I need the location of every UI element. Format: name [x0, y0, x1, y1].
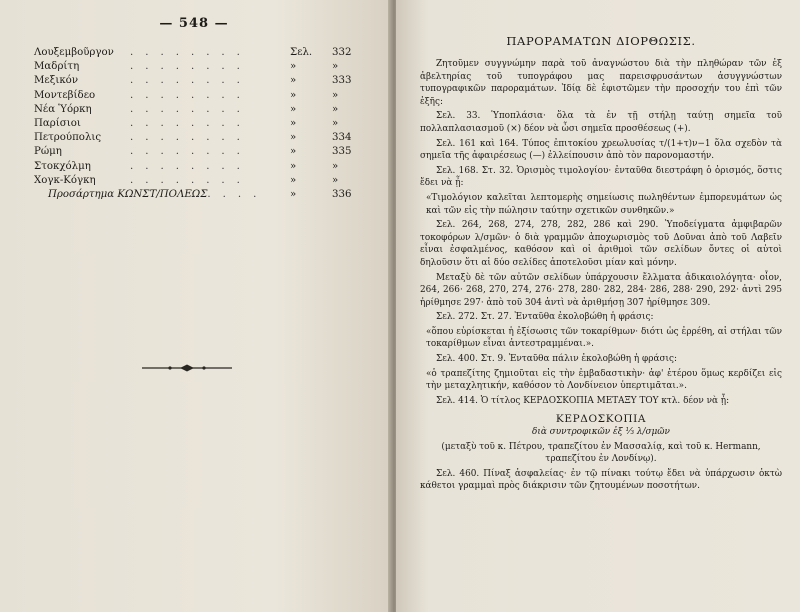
index-entry: Στοκχόλμη ........ » »	[34, 160, 339, 172]
entry-name: Μεξικόν	[34, 75, 79, 87]
appendix-city: ΚΩΝΣΤ/ΠΟΛΕΩΣ	[117, 188, 208, 200]
left-page	[0, 0, 392, 612]
entry-name: Χογκ-Κόγκη	[34, 174, 96, 186]
index-entry: Παρίσιοι ........ » »	[34, 117, 339, 129]
errata-quote: «ὅπου εὑρίσκεται ἡ ἐξίσωσις τῶν τοκαρίθμων· διότι ὡς ἐρρέθη, αἱ στήλαι τῶν τοκαρίθμων εἶναι ἀντεστραμμέναι.».	[426, 326, 782, 350]
index-entry: Χογκ-Κόγκη ........ » »	[34, 174, 339, 186]
index-list	[26, 47, 362, 203]
errata-entry: Μεταξὺ δὲ τῶν αὐτῶν σελίδων ὑπάρχουσιν ἔλλματα ἀδικαιολόγητα· οἷον, 264, 266· 268, 270, 274, 276· 278, 280· 282, 284· 286, 288· 290, 292· ἀντὶ 295 ἠρίθμησε 297· ἀπὸ τοῦ 304 ἀντὶ νὰ ἀριθμήσῃ 307 ἠρίθμησε 309.	[420, 272, 782, 308]
page-number: — 548 —	[159, 16, 229, 31]
appendix-label: Προσάρτημα	[48, 188, 115, 200]
ornament-divider	[140, 364, 234, 372]
corrected-parenthetical: (μεταξὺ τοῦ κ. Πέτρου, τραπεζίτου ἐν Μασσαλίᾳ, καὶ τοῦ κ. Hermann, τραπεζίτου ἐν Λονδίνῳ).	[441, 441, 761, 465]
errata-entry: Σελ. 168. Στ. 32. Ὁρισμὸς τιμολογίου· ἐνταῦθα διεστράφη ὁ ὁρισμός, ὅστις ἔδει νὰ ᾖ:	[420, 165, 782, 189]
errata-entry: Σελ. 33. Ὑποπλάσια· ὅλα τὰ ἐν τῇ στήλῃ ταύτῃ σημεῖα τοῦ πολλαπλασιασμοῦ (×) δέον νὰ ὦσι σημεῖα προσθέσεως (+).	[420, 111, 782, 134]
errata-entry: Σελ. 460. Πίναξ ἀσφαλείας· ἐν τῷ πίνακι τούτῳ ἔδει νὰ ὑπάρχωσιν ὀκτὼ κάθετοι γραμμαὶ πρὸς διάκρισιν τῶν ζητουμένων ποσοτήτων.	[420, 468, 782, 492]
errata-body	[420, 58, 782, 493]
errata-quote: «Τιμολόγιον καλεῖται λεπτομερὴς σημείωσις πωληθέντων ἐμπορευμάτων ὡς καὶ τῶν εἰς τὴν πώλησιν ταύτην σχετικῶν συνθηκῶν.»	[426, 192, 782, 216]
index-entry: Μαδρίτη ........ » »	[34, 61, 339, 73]
index-entry: Ρώμη ........ » 335	[34, 146, 352, 158]
index-entry: Νέα Ὑόρκη ........ » »	[34, 103, 339, 115]
errata-quote: «ὁ τραπεζίτης ζημιοῦται εἰς τὴν ἐμβαδαστικὴν· ἀφ' ἑτέρου ὅμως κερδίζει εἰς τὴν μεταχλητικήν, καθόσον τὸ Λονδίνειον ὑπερτιμᾶται.».	[426, 368, 782, 392]
corrected-heading: ΚΕΡΔΟΣΚΟΠΙΑ	[555, 413, 647, 426]
errata-intro: Ζητοῦμεν συγγνώμην παρὰ τοῦ ἀναγνώστου διὰ τὴν πληθώραν τῶν ἐξ ἀβελτηρίας τοῦ τυπογράφου μας παρεισφρυσάντων ἀσυγγνώστων τυπογραφικῶν παροραμάτων. Ἰδίᾳ δὲ ἐφιστῶμεν τὴν προσοχήν του ἐπὶ τῶν ἑξῆς:	[420, 59, 782, 107]
corrected-subline: διὰ συντροφικῶν ἐξ ⅓ λ/σμῶν	[532, 427, 670, 438]
errata-entry: Σελ. 161 καὶ 164. Τύπος ἐπιτοκίου χρεωλυσίας τ/(1+τ)ν−1 ὅλα σχεδὸν τὰ σημεῖα τῆς ἀφαιρέσεως (—) ἐλλείπουσιν ἀπὸ τὸν παρονομαστήν.	[420, 138, 782, 162]
index-entry: Μεξικόν ........ » 333	[34, 75, 352, 87]
index-entry: Πετρούπολις ........ » 334	[34, 132, 352, 144]
errata-entry: Σελ. 400. Στ. 9. Ἐνταῦθα πάλιν ἐκολοβώθη ἡ φράσις:	[436, 354, 677, 365]
errata-title: ΠΑΡΟΡΑΜΑΤΩΝ ΔΙΟΡΘΩΣΙΣ.	[506, 34, 696, 48]
index-entry: Μοντεβίδεο ........ » »	[34, 89, 339, 101]
entry-name: Ρώμη	[34, 146, 62, 158]
entry-name: Μοντεβίδεο	[34, 89, 96, 101]
entry-name: Στοκχόλμη	[34, 160, 91, 172]
errata-entry: Σελ. 272. Στ. 27. Ἐνταῦθα ἐκολοβώθη ἡ φράσις:	[436, 312, 654, 323]
errata-entry: Σελ. 264, 268, 274, 278, 282, 286 καὶ 290. Ὑποδείγματα ἀμφιβαρῶν τοκοφόρων λ/σμῶν· ὁ διὰ γραμμῶν ἀποχωρισμὸς τοῦ Δοῦναι ἀπὸ τοῦ Λαβεῖν εἶναι ἐσφαλμένος, καθόσον καὶ οἱ ἀριθμοὶ τῶν σελίδων ὄντες οἱ αὐτοὶ δηλοῦσιν ὅτι αἱ δύο σελίδες ἀποτελοῦσι μίαν καὶ μόνην.	[420, 220, 782, 268]
errata-entry: Σελ. 414. Ὁ τίτλος ΚΕΡΔΟΣΚΟΠΙΑ ΜΕΤΑΞΥ ΤΟΥ κτλ. δέον νὰ ᾖ:	[436, 395, 730, 406]
right-page	[396, 0, 800, 612]
entry-name: Παρίσιοι	[34, 117, 81, 129]
index-entry-appendix: Προσάρτημα ΚΩΝΣΤ/ΠΟΛΕΩΣ .... » 336	[48, 188, 352, 200]
entry-name: Μαδρίτη	[34, 61, 80, 73]
entry-name: Πετρούπολις	[34, 132, 102, 144]
index-entry: Λουξεμβοῦργον ........ Σελ. 332	[34, 47, 352, 58]
entry-name: Νέα Ὑόρκη	[34, 103, 92, 115]
entry-name: Λουξεμβοῦργον	[34, 47, 114, 58]
